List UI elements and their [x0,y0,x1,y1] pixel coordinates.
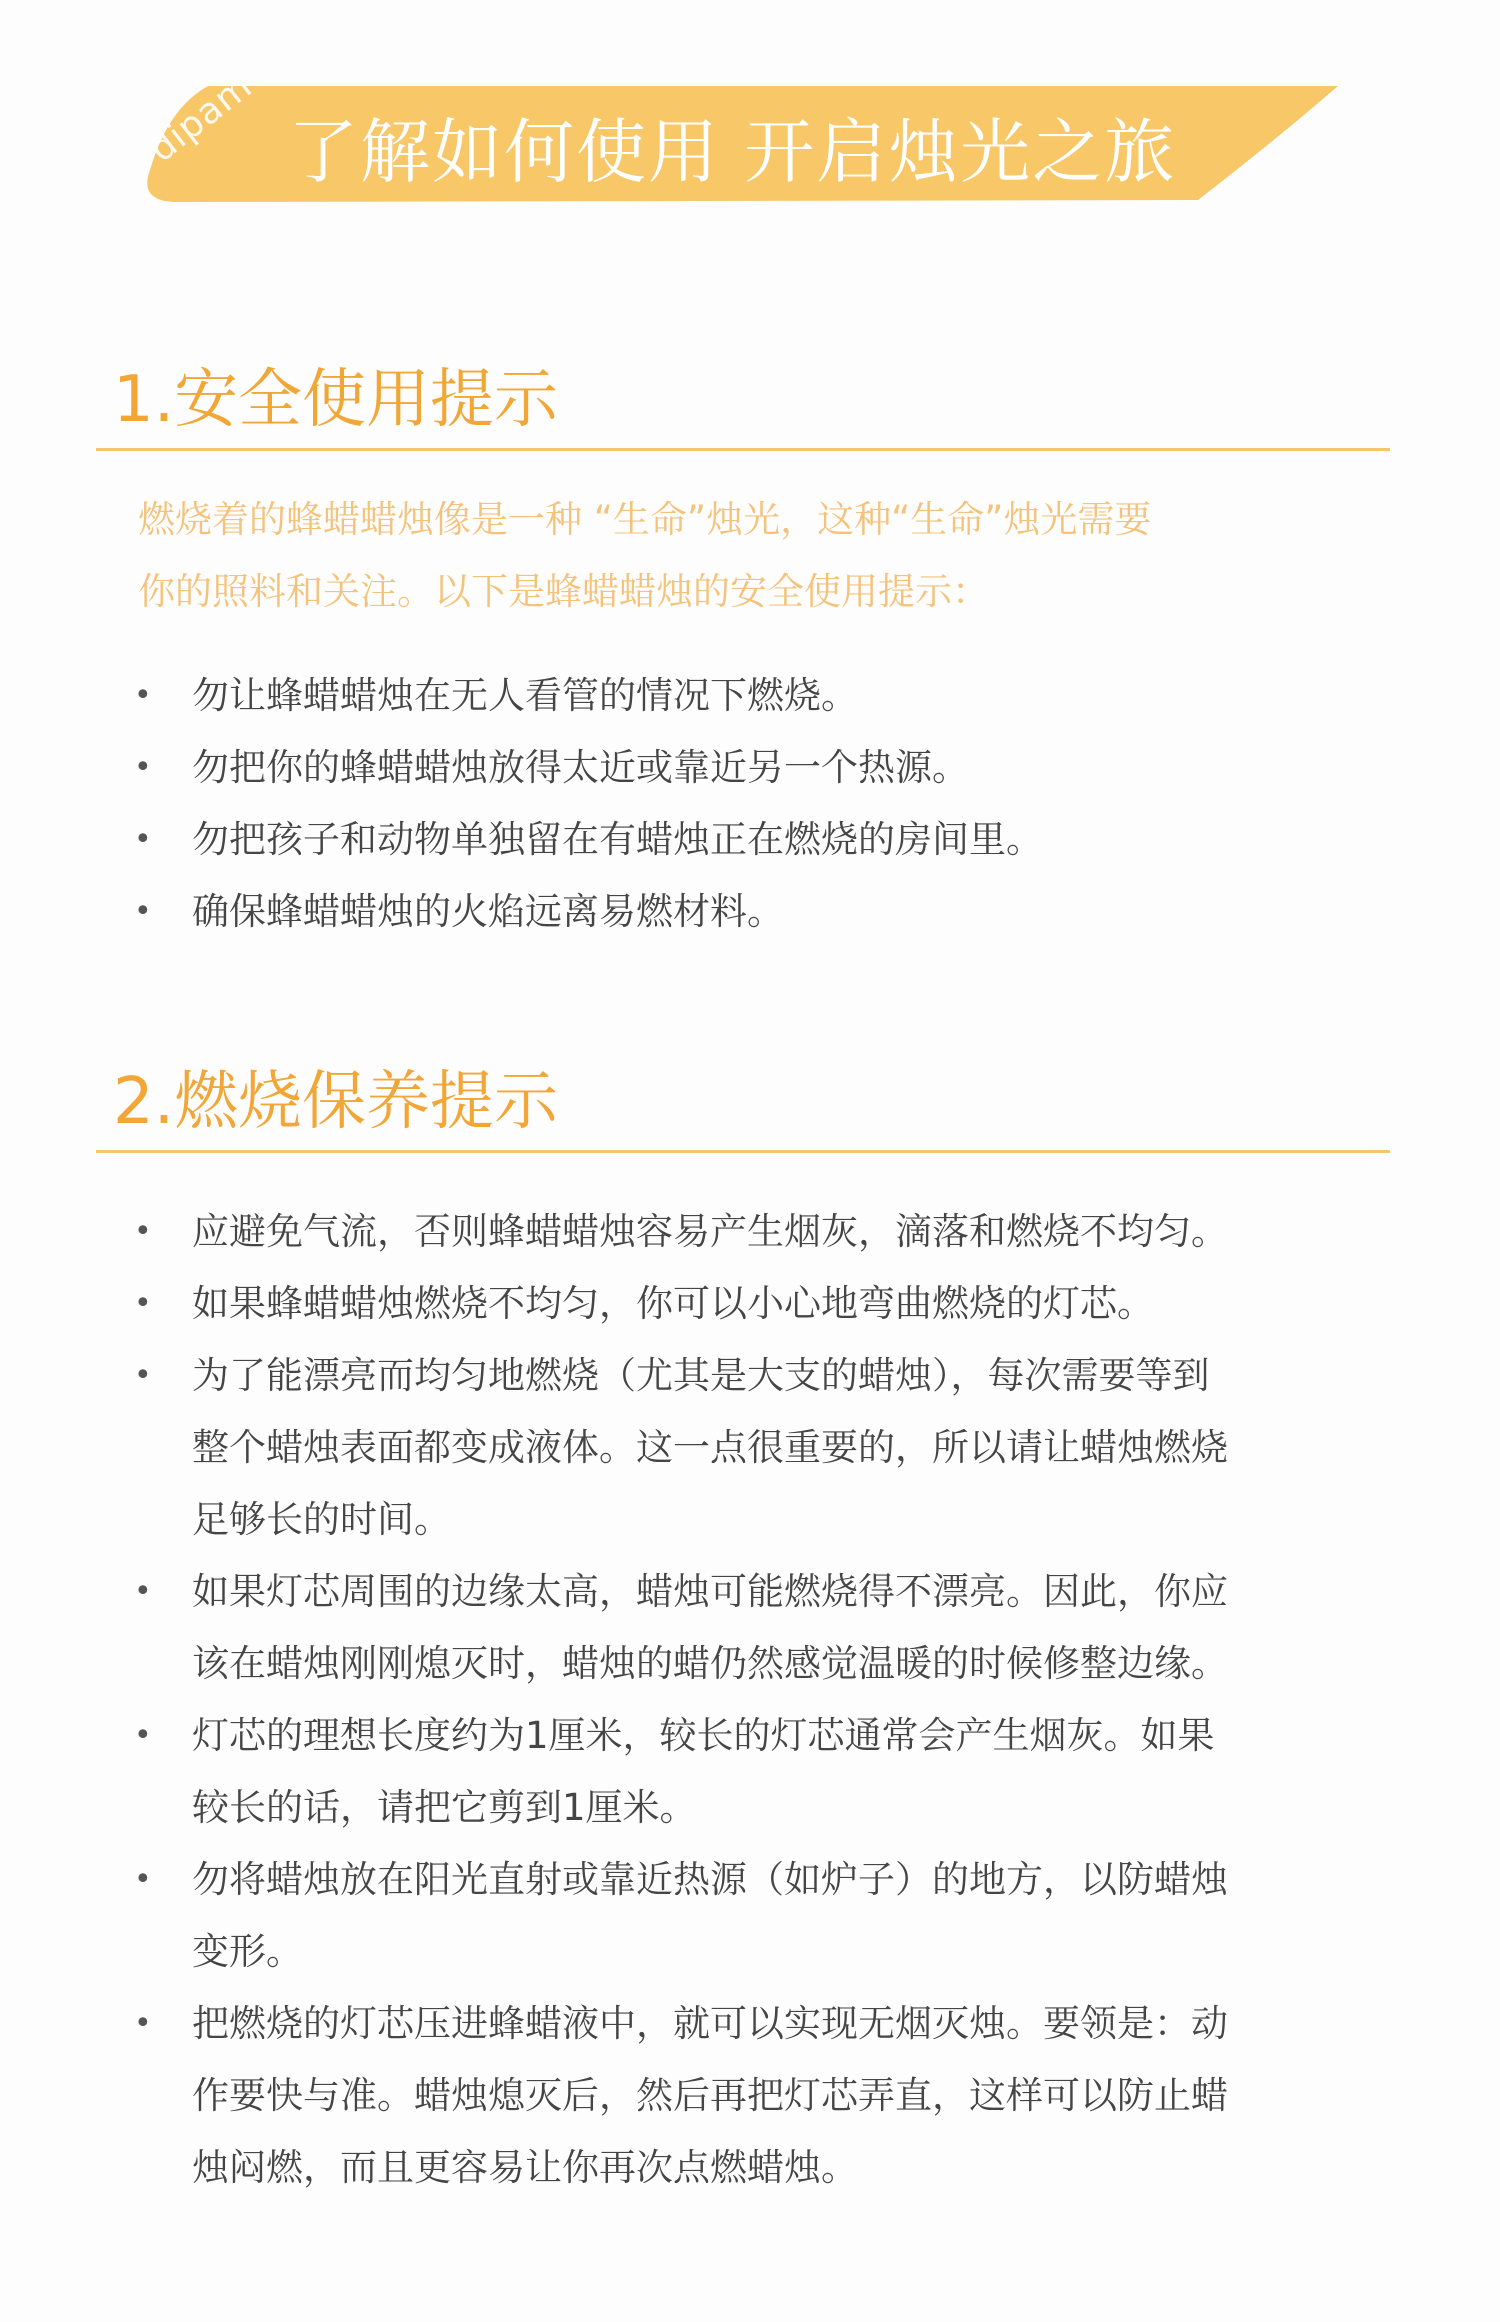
list-item [0,1340,1500,1556]
safety-tips-list [0,660,1500,948]
bullet-icon: • [134,894,152,929]
section-heading-care: 2.燃烧保养提示 [113,1065,559,1139]
banner-title: 了解如何使用 开启烛光之旅 [288,111,1177,193]
list-item [0,804,1500,876]
list-item-text: 确保蜂蜡蜡烛的火焰远离易燃材料。 [192,890,784,933]
bullet-icon: • [134,750,152,785]
section-divider [96,1150,1390,1153]
section-heading-safety: 1.安全使用提示 [113,363,559,437]
list-item [0,660,1500,732]
list-item-text: 该在蜡烛刚刚熄灭时，蜡烛的蜡仍然感觉温暖的时候修整边缘。 [192,1642,1228,1685]
list-item [0,1988,1500,2204]
header-banner [138,65,1338,208]
section-divider [96,448,1390,451]
list-item [0,732,1500,804]
list-item [0,1844,1500,1988]
bullet-icon: • [134,1358,152,1393]
list-item-text: 作要快与准。蜡烛熄灭后，然后再把灯芯弄直，这样可以防止蜡 [192,2074,1228,2117]
bullet-icon: • [134,2006,152,2041]
list-item-text: 勿让蜂蜡蜡烛在无人看管的情况下燃烧。 [192,674,858,717]
bullet-icon: • [134,678,152,713]
list-item-text: 变形。 [192,1930,303,1973]
list-item-text: 勿把孩子和动物单独留在有蜡烛正在燃烧的房间里。 [192,818,1043,861]
list-item-text: 勿把你的蜂蜡蜡烛放得太近或靠近另一个热源。 [192,746,969,789]
list-item-text: 如果灯芯周围的边缘太高，蜡烛可能燃烧得不漂亮。因此，你应 [192,1570,1228,1613]
list-item-text: 足够长的时间。 [192,1498,451,1541]
bullet-icon: • [134,822,152,857]
list-item [0,1556,1500,1700]
bullet-icon: • [134,1718,152,1753]
list-item-text: 勿将蜡烛放在阳光直射或靠近热源（如炉子）的地方，以防蜡烛 [192,1858,1228,1901]
bullet-icon: • [134,1286,152,1321]
list-item [0,1196,1500,1268]
list-item [0,1268,1500,1340]
intro-line: 燃烧着的蜂蜡蜡烛像是一种 “生命”烛光，这种“生命”烛光需要 [138,498,1152,541]
list-item [0,876,1500,948]
list-item [0,1700,1500,1844]
list-item-text: 把燃烧的灯芯压进蜂蜡液中，就可以实现无烟灭烛。要领是：动 [192,2002,1228,2045]
list-item-text: 为了能漂亮而均匀地燃烧（尤其是大支的蜡烛），每次需要等到 [192,1354,1210,1397]
safety-intro [138,484,1378,628]
list-item-text: 较长的话，请把它剪到1厘米。 [192,1786,697,1829]
bullet-icon: • [134,1214,152,1249]
bullet-icon: • [134,1574,152,1609]
list-item-text: 灯芯的理想长度约为1厘米，较长的灯芯通常会产生烟灰。如果 [192,1714,1215,1757]
list-item-text: 烛闷燃，而且更容易让你再次点燃蜡烛。 [192,2146,858,2189]
list-item-text: 如果蜂蜡蜡烛燃烧不均匀，你可以小心地弯曲燃烧的灯芯。 [192,1282,1154,1325]
list-item-text: 应避免气流，否则蜂蜡蜡烛容易产生烟灰，滴落和燃烧不均匀。 [192,1210,1228,1253]
list-item-text: 整个蜡烛表面都变成液体。这一点很重要的，所以请让蜡烛燃烧 [192,1426,1228,1469]
care-tips-list [0,1196,1500,2204]
intro-line: 你的照料和关注。以下是蜂蜡蜡烛的安全使用提示： [138,570,989,613]
brand-logo-text: dipam [142,65,261,171]
bullet-icon: • [134,1862,152,1897]
